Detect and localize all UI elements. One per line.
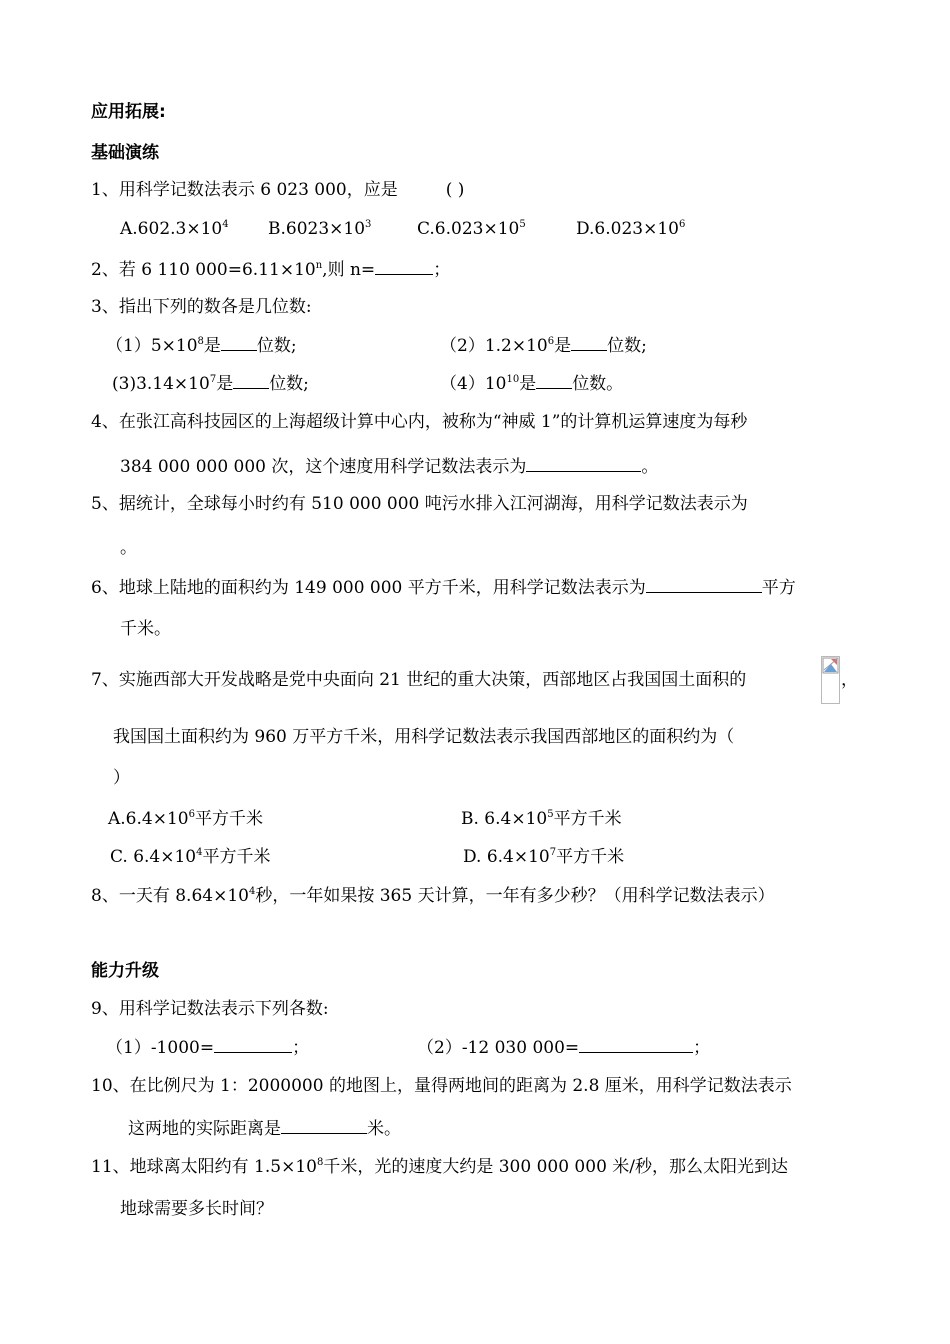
q7-option-b: B. $6.4\times 10^5$平方千米 <box>461 809 622 829</box>
q6-answer-blank[interactable] <box>646 576 762 593</box>
q2-answer-blank[interactable] <box>375 258 433 275</box>
q7-option-a: $A.6.4\times 10^6$平方千米 <box>108 809 263 829</box>
q9-item-2: （2）-12 030 000= ； <box>417 1038 711 1058</box>
q4-answer-blank[interactable] <box>526 455 641 472</box>
q3-item-2: $(2)1.2\times 10^6$是 位数; <box>440 336 647 356</box>
question-7-line-3: ） <box>113 768 130 788</box>
heading-ability: 能力升级 <box>91 961 159 981</box>
question-4-line-1: 4、在张江高科技园区的上海超级计算中心内，被称为“神威 1”的计算机运算速度为每秒 <box>91 412 748 432</box>
q7-option-d: D. $6.4\times 10^7$平方千米 <box>463 847 625 867</box>
question-5-line-1: 5、据统计，全球每小时约有 510 000 000 吨污水排入江河湖海，用科学记数法表示为 <box>91 494 748 514</box>
q3-blank-4[interactable] <box>536 372 572 389</box>
question-4-line-2: 384 000 000 000 次，这个速度用科学记数法表示为 。 <box>120 457 659 477</box>
q7-line-1-end: ， <box>841 670 858 690</box>
q1-answer-paren: ( ) <box>445 180 465 200</box>
heading-apply: 应用拓展: <box>91 102 166 122</box>
question-6-line-1: 6、地球上陆地的面积约为 149 000 000 平方千米，用科学记数法表示为 平方 <box>91 578 796 598</box>
q9-blank-2[interactable] <box>579 1036 693 1053</box>
heading-basic: 基础演练 <box>91 143 159 163</box>
question-5-line-2: 。 <box>120 538 137 558</box>
q1-option-a: $A.602.3\times 10^4$ <box>120 219 229 239</box>
question-3-stem: 3、指出下列的数各是几位数: <box>91 297 312 317</box>
q9-blank-1[interactable] <box>214 1036 292 1053</box>
question-8: 8、一天有 $8.64\times 10^4$秒，一年如果按 365 天计算，一年有多少秒？（用科学记数法表示） <box>91 886 775 906</box>
question-7-line-2: 我国国土面积约为 960 万平方千米，用科学记数法表示我国西部地区的面积约为（ <box>113 727 735 747</box>
question-1-stem <box>91 179 464 201</box>
question-2: 2、若 6 110 $000=6.11\times 10^n$,则 n= ； <box>91 260 451 280</box>
q3-blank-1[interactable] <box>221 334 257 351</box>
question-10-line-1: 10、在比例尺为 1：2000000 的地图上，量得两地间的距离为 2.8 厘米，用科学记数法表示 <box>91 1076 792 1096</box>
broken-image-glyph <box>822 657 839 674</box>
question-11-line-1: 11、地球离太阳约有 $1.5\times 10^8$千米，光的速度大约是 300 000 000 米/秒，那么太阳光到达 <box>91 1157 789 1177</box>
broken-image-icon <box>821 656 840 704</box>
q9-item-1: （1）-1000= ； <box>106 1038 310 1058</box>
q3-blank-2[interactable] <box>571 334 607 351</box>
question-7-line-1: 7、实施西部大开发战略是党中央面向 21 世纪的重大决策，西部地区占我国国土面积的 <box>91 670 747 690</box>
q1-stem-text: 1、用科学记数法表示 6 023 000，应是 <box>91 180 398 200</box>
question-9-stem: 9、用科学记数法表示下列各数: <box>91 999 329 1019</box>
question-11-line-2: 地球需要多长时间？ <box>120 1199 273 1219</box>
q10-answer-blank[interactable] <box>281 1117 367 1134</box>
question-10-line-2: 这两地的实际距离是 米。 <box>128 1119 401 1139</box>
q3-item-3: $(3)3.14\times 10^7$是 位数; <box>112 374 309 394</box>
q3-item-1: $(1)5\times 10^8$是 位数; <box>106 336 297 356</box>
q1-option-d: $D.6.023\times 10^6$ <box>576 219 686 239</box>
q7-option-c: C. $6.4\times 10^4$平方千米 <box>110 847 271 867</box>
q1-option-b: $B.6023\times 10^3$ <box>268 219 372 239</box>
question-6-line-2: 千米。 <box>120 619 171 639</box>
q3-item-4: $(4)10^{10}$是 位数。 <box>440 374 624 394</box>
q3-blank-3[interactable] <box>233 372 269 389</box>
q1-option-c: $C.6.023\times 10^5$ <box>417 219 526 239</box>
